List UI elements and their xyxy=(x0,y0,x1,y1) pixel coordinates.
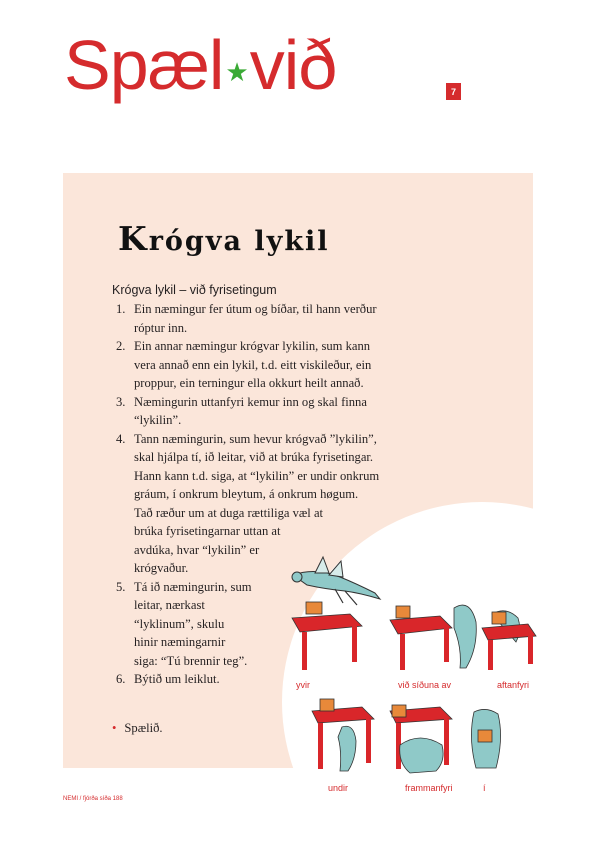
footer-reference: NEMI / fjórða síða 188 xyxy=(63,796,123,802)
game-title-initial: K xyxy=(118,219,149,258)
caption-under: undir xyxy=(328,783,349,793)
step-line: hinir næmingarnir xyxy=(134,635,226,649)
step-line: Næmingurin uttanfyri kemur inn og skal finna xyxy=(134,394,367,409)
step-line: vera annað enn ein lykil, t.d. eitt viskileður, ein xyxy=(134,357,372,372)
dog-in-illustration xyxy=(466,708,506,778)
step-line: róptur inn. xyxy=(134,320,188,335)
step-line: gráum, í onkrum bleytum, á onkrum høgum. xyxy=(134,487,359,501)
step-number: 2. xyxy=(116,339,126,353)
step-number: 5. xyxy=(116,579,126,594)
step-line: Hann kann t.d. siga, at “lykilin” er undir onkrum xyxy=(134,468,380,483)
page-number-badge: 7 xyxy=(446,83,461,100)
caption-in: í xyxy=(483,783,486,793)
step-line: skal hjálpa tí, ið leitar, við at brúka fyrisetingar. xyxy=(134,450,374,464)
step-line: Býtið um leiklut. xyxy=(134,672,220,686)
game-title xyxy=(118,219,330,258)
step-line: leitar, nærkast xyxy=(134,598,205,612)
step-line: Tann næmingurin, sum hevur krógvað ”lykilin”, xyxy=(134,431,377,446)
list-item xyxy=(112,393,379,430)
table-beside-illustration xyxy=(390,598,480,676)
step-line: Tað ræður um at duga rættiliga væl at xyxy=(134,505,324,520)
list-item xyxy=(112,300,379,337)
caption-behind: aftanfyri xyxy=(497,680,530,690)
step-line: siga: “Tú brennir teg”. xyxy=(134,653,248,668)
table-under-illustration xyxy=(310,697,380,777)
game-title-rest: rógva lykil xyxy=(148,226,330,257)
step-line: avdúka, hvar “lykilin” er xyxy=(134,542,260,557)
step-line: Tá ið næmingurin, sum xyxy=(134,579,252,594)
page-title xyxy=(64,26,337,104)
step-line: krógvaður. xyxy=(134,561,189,575)
title-part-1: Spæl xyxy=(64,26,224,104)
bullet-dot-icon: • xyxy=(112,721,117,735)
title-part-2: við xyxy=(249,26,337,104)
step-number: 1. xyxy=(116,302,126,316)
caption-above: yvir xyxy=(296,680,310,690)
step-number: 3. xyxy=(116,394,126,409)
step-line: proppur, ein terningur ella okkurt heilt annað. xyxy=(134,376,364,390)
step-line: Ein annar næmingur krógvar lykilin, sum kann xyxy=(134,339,371,353)
step-line: “lykilin”. xyxy=(134,413,182,427)
bullet-item xyxy=(112,721,163,736)
table-behind-illustration xyxy=(478,606,538,676)
step-number: 4. xyxy=(116,431,126,446)
table-above-illustration xyxy=(290,600,370,675)
game-subtitle: Krógva lykil – við fyrisetingum xyxy=(112,283,277,297)
list-item xyxy=(112,337,379,393)
step-number: 6. xyxy=(116,672,126,686)
bullet-text: Spælið. xyxy=(124,721,163,735)
step-line: Ein næmingur fer útum og bíðar, til hann verður xyxy=(134,302,377,316)
caption-front: frammanfyri xyxy=(405,783,453,793)
table-front-illustration xyxy=(386,705,458,780)
step-line: brúka fyrisetingarnar uttan at xyxy=(134,524,281,538)
star-icon: ★ xyxy=(225,57,248,87)
caption-beside: við síðuna av xyxy=(398,680,452,690)
step-line: “lyklinum”, skulu xyxy=(134,616,225,631)
